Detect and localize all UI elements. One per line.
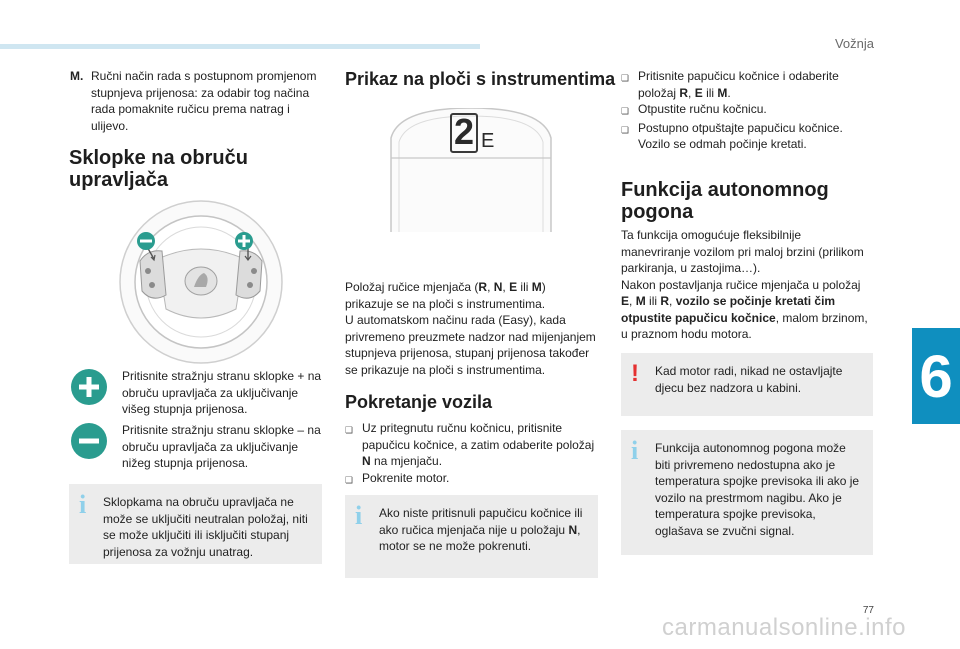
text: , motor se ne može pokrenuti. <box>379 522 581 553</box>
easy-mode-paragraph: U automatskom načinu rada (Easy), kada privremeno preuzmete nadzor nad mijenjanjem stupnjeva prijenosa, stupanj prijenosa također se prikazuje na ploči s instrumentima. <box>345 313 596 377</box>
mode-description: Ručni način rada s postupnom promjenom stupnjeva prijenosa: za odabir tog načina rada pomaknite ručicu prema natrag i ulijevo. <box>91 69 317 133</box>
info-box-autonomous <box>621 430 873 555</box>
bullet-icon: ❏ <box>621 124 630 135</box>
chapter-tab: 6 <box>912 328 960 424</box>
plus-icon <box>235 232 253 250</box>
bullet-icon: ❏ <box>345 474 354 485</box>
gear-letter: N <box>493 280 503 294</box>
section-title: Vožnja <box>834 36 874 51</box>
text: na mjenjaču. <box>370 454 443 468</box>
instrument-panel-figure <box>389 108 553 232</box>
plus-circle-icon <box>70 368 108 406</box>
text: Pokrenite motor. <box>362 470 450 485</box>
text: Nakon postavljanja ručice mjenjača u položaj <box>621 277 861 292</box>
display-paragraph <box>345 279 597 378</box>
text: Položaj ručice mjenjača ( <box>345 280 479 294</box>
bullet-icon: ❏ <box>345 425 354 435</box>
warning-icon: ! <box>631 360 639 387</box>
downshift-text: Pritisnite stražnju stranu sklopke – na obruču upravljača za uključivanje nižeg stupnja prijenosa. <box>122 423 321 470</box>
gear-letter: R <box>660 294 670 308</box>
warning-box <box>621 353 873 416</box>
text: Ako niste pritisnuli papučicu kočnice ili ako ručica mjenjača nije u položaju <box>379 506 583 537</box>
upshift-hint <box>70 368 322 418</box>
list-item <box>621 68 873 101</box>
bold-text: vozilo se počinje kretati čim otpustite papučicu kočnice <box>621 294 836 325</box>
gear-letter: R <box>679 85 689 100</box>
start-steps <box>345 420 597 488</box>
list-item <box>345 420 597 470</box>
info-box-start <box>345 495 598 578</box>
heading-instrument-display: Prikaz na ploči s instrumentima <box>345 69 616 89</box>
list-item <box>345 470 597 489</box>
warning-text: Kad motor radi, nikad ne ostavljajte djecu bez nadzora u kabini. <box>655 364 843 395</box>
text: ili <box>517 280 532 294</box>
bullet-icon: ❏ <box>621 73 630 83</box>
text: , <box>629 294 636 308</box>
gear-letter: R <box>478 280 488 294</box>
text: ) prikazuje se na ploči s instrumentima. <box>345 280 546 311</box>
gear-letter: M <box>717 85 728 100</box>
gear-letter: E <box>694 85 703 100</box>
info-text-autonomous: Funkcija autonomnog pogona može biti privremeno nedostupna ako je temperatura spojke previsoka ili ako je vozilo na prestrmom nagibu. Ako je temperatura spojke previsoka, oglašava se zvučni signal. <box>655 441 860 538</box>
gear-letter: E <box>509 280 518 294</box>
text: Postupno otpuštajte papučicu kočnice. Vozilo se odmah počinje kretati. <box>638 120 843 151</box>
downshift-hint <box>70 422 322 472</box>
gear-indicator: 2 <box>453 111 475 152</box>
text: Uz pritegnutu ručnu kočnicu, pritisnite papučicu kočnice, a zatim odaberite položaj <box>362 421 595 452</box>
gear-letter: N <box>568 522 578 537</box>
text: , <box>502 280 510 294</box>
text: ili <box>645 294 661 308</box>
heading-starting-vehicle: Pokretanje vozila <box>345 392 493 412</box>
info-text-paddles: Sklopkama na obruču upravljača ne može se uključiti neutralan položaj, niti se može uključiti ili isključiti stupanj prijenosa za vožnju unatrag. <box>103 495 308 559</box>
bullet-icon: ❏ <box>621 106 630 116</box>
mode-indicator: E <box>481 130 495 152</box>
autonomous-para1: Ta funkcija omogućuje fleksibilnije manevriranje vozilom pri maloj brzini (prilikom parkiranja, u zastojima…). <box>621 228 864 275</box>
gear-letter: M <box>531 280 542 294</box>
minus-icon <box>137 232 155 250</box>
mode-m-item <box>70 68 322 134</box>
text: , <box>688 85 695 100</box>
heading-paddles: Sklopke na obruču upravljača <box>69 147 248 191</box>
minus-circle-icon <box>70 422 108 460</box>
text: , <box>669 294 676 308</box>
gear-letter: E <box>621 294 630 308</box>
steering-wheel-figure <box>118 199 284 365</box>
gear-letter: N <box>362 454 371 468</box>
info-icon: i <box>355 501 363 530</box>
watermark: carmanualsonline.info <box>662 614 906 641</box>
info-box-paddles <box>69 484 322 564</box>
steering-wheel-illustration <box>118 199 284 365</box>
text: , <box>487 280 494 294</box>
info-icon: i <box>631 436 639 465</box>
page-number: 77 <box>862 605 874 616</box>
list-item <box>621 120 873 153</box>
info-icon: i <box>79 490 87 519</box>
list-item <box>621 101 873 120</box>
text: . <box>727 85 731 100</box>
gear-letter: M <box>635 294 646 308</box>
header-bar <box>0 44 480 49</box>
text: Pritisnite papučicu kočnice i odaberite položaj <box>638 69 839 100</box>
text: ili <box>702 85 718 100</box>
upshift-text: Pritisnite stražnju stranu sklopke + na obruču upravljača za uključivanje višeg stupnja prijenosa. <box>122 369 322 416</box>
heading-autonomous-drive: Funkcija autonomnog pogona <box>621 179 829 223</box>
text: Otpustite ručnu kočnicu. <box>638 102 767 116</box>
move-off-steps <box>621 68 873 153</box>
text: , malom brzinom, u praznom hodu motora. <box>621 310 868 341</box>
mode-key: M. <box>70 69 84 83</box>
autonomous-paragraphs <box>621 227 873 343</box>
